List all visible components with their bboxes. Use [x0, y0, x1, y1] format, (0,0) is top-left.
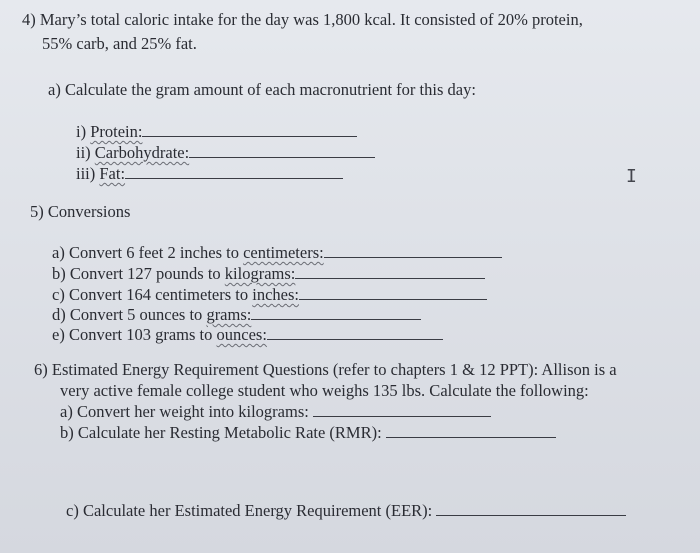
answer-blank [267, 325, 443, 340]
q4-line-2: 55% carb, and 25% fat. [42, 34, 197, 53]
item-text: Convert her weight into kilograms: [76, 402, 309, 421]
q6-item-a [60, 402, 491, 422]
item-text: Convert 127 pounds to [69, 264, 225, 283]
q5-item-c [52, 285, 487, 305]
text-cursor-icon: I [626, 166, 637, 187]
carbohydrate-label: Carbohydrate: [94, 143, 190, 162]
item-number: a) [60, 402, 73, 421]
q5-title: 5) Conversions [30, 202, 131, 221]
item-text: Convert 5 ounces to [69, 305, 207, 324]
item-target: ounces: [216, 325, 267, 344]
answer-blank [125, 164, 343, 179]
item-text: Calculate her Estimated Energy Requirement (EER): [82, 501, 433, 520]
q4-item-carbohydrate [76, 143, 375, 163]
item-number: e) [52, 325, 65, 344]
item-number: c) [52, 285, 65, 304]
item-text: Calculate her Resting Metabolic Rate (RMR): [77, 423, 382, 442]
item-target: kilograms: [224, 264, 296, 283]
item-number: d) [52, 305, 66, 324]
item-text: Convert 6 feet 2 inches to [68, 243, 244, 262]
item-text: Convert 103 grams to [68, 325, 217, 344]
answer-blank [295, 264, 485, 279]
protein-label: Protein: [90, 122, 143, 141]
item-number: i) [76, 122, 87, 141]
q5-item-e [52, 325, 443, 345]
q5-item-b [52, 264, 485, 284]
q4-line-1: 4) Mary’s total caloric intake for the day was 1,800 kcal. It consisted of 20% protein, [22, 10, 583, 29]
answer-blank [386, 423, 556, 438]
item-target: inches: [252, 285, 299, 304]
q4-item-fat [76, 164, 343, 184]
answer-blank [251, 305, 421, 320]
q6-line-2: very active female college student who weighs 135 lbs. Calculate the following: [60, 381, 589, 400]
q4-part-a: a) Calculate the gram amount of each macronutrient for this day: [48, 80, 476, 99]
item-number: b) [52, 264, 66, 283]
q4-item-protein [76, 122, 357, 142]
item-text: Convert 164 centimeters to [68, 285, 253, 304]
item-number: c) [66, 501, 79, 520]
answer-blank [313, 402, 491, 417]
fat-label: Fat: [99, 164, 126, 183]
item-number: ii) [76, 143, 91, 162]
answer-blank [189, 143, 375, 158]
q6-item-b [60, 423, 556, 443]
item-number: a) [52, 243, 65, 262]
answer-blank [324, 243, 502, 258]
item-target: grams: [206, 305, 252, 324]
answer-blank [142, 122, 357, 137]
q5-item-a [52, 243, 502, 263]
answer-blank [436, 501, 626, 516]
item-number: iii) [76, 164, 96, 183]
q6-line-1: 6) Estimated Energy Requirement Questions (refer to chapters 1 & 12 PPT): Allison is a [34, 360, 617, 379]
item-target: centimeters: [243, 243, 324, 262]
q5-item-d [52, 305, 421, 325]
item-number: b) [60, 423, 74, 442]
answer-blank [299, 285, 487, 300]
q6-item-c [66, 501, 626, 521]
